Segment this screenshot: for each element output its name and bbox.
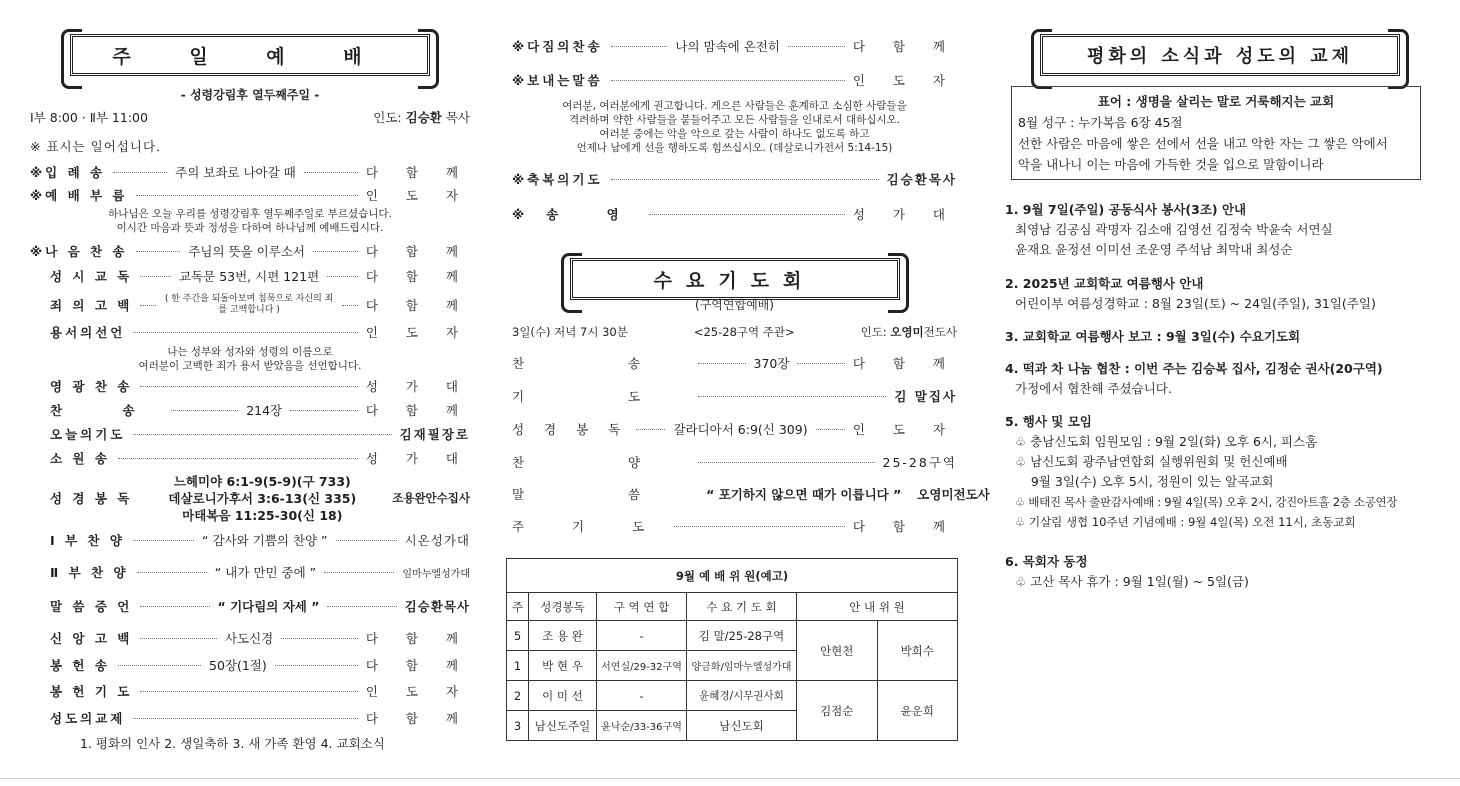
service-times-row xyxy=(30,107,470,127)
wednesday-prayer-banner: 수요기도회 xyxy=(570,258,900,300)
sending-text: 여러분, 여러분에게 권고합니다. 게으른 사람들은 훈계하고 소심한 사람들을 격려하며 약한 사람들을 붙들어주고 모든 사람들을 인내로서 대하십시오. 여러분 중에는 악을 악으로 갚는 사람이 하나도 없도록 하고 언제나 남에게 선을 행하도록 힘쓰십시오. (데살로니가전서 5:14-15) xyxy=(562,100,907,154)
motto-box: 표어 : 생명을 살리는 말로 거룩해지는 교회 8월 성구 : 누가복음 6장 45절 선한 사람은 마음에 쌓은 선에서 선을 내고 악한 자는 그 쌓은 악에서 악을 내나니 이는 마음에 가득한 것을 입으로 말함이니라 xyxy=(1011,86,1421,180)
scripture-reading: 성 경 봉 독 느헤미야 6:1-9(5-9)(구 733) 데살로니가후서 3:6-13(신 335) 마태복음 11:25-30(신 18) 조용완안수집사 xyxy=(50,473,470,523)
order-item: 성 시 교 독 교독문 53번, 시편 121편 다 함 께 xyxy=(50,269,471,284)
news-item: 5. 행사 및 모임 ♧ 충남신도회 임원모임 : 9월 2일(화) 오후 6시, 피스홈 ♧ 남신도회 광주남연합회 실행위원회 및 헌신예배 9월 3일(수) 오후 5시, 정원이 있는 알곡교회 ♧ 배태진 목사 출판감사예배 : 9월 4일(목) 오후 2시, 강진아트홀 2층 소공연장 ♧ 기살림 생협 10주년 기념예배 : 9월 4일(목) 오전 11시, 초동교회 xyxy=(1005,414,1398,529)
order-item: 주 기 도 다 함 께 xyxy=(512,519,957,534)
order-item: ※축복의기도 김승환목사 xyxy=(512,172,957,187)
service-times: Ⅰ부 8:00 · Ⅱ부 11:00 xyxy=(30,110,148,125)
sunday-worship-banner: 주 일 예 배 xyxy=(70,34,430,76)
order-item: ※다짐의찬송 나의 맘속에 온전히 다 함 께 xyxy=(512,39,957,54)
order-item: 말 씀 “ 포기하지 않으면 때가 이릅니다 ” 오영미전도사 xyxy=(512,487,990,502)
news-item: 3. 교회학교 여름행사 보고 : 9월 3일(수) 수요기도회 xyxy=(1005,329,1301,344)
wednesday-info: 3일(수) 저녁 7시 30분 <25-28구역 주관> 인도: 오영미 전도사 xyxy=(512,325,957,339)
order-item: 영 광 찬 송 성 가 대 xyxy=(50,379,470,394)
order-item: Ⅱ 부 찬 양 “ 내가 만민 중에 ” 임마누엘성가대 xyxy=(50,565,470,580)
subtitle: - 성령강림후 열두째주일 - xyxy=(180,88,320,102)
order-item: 용서의선언 인 도 자 xyxy=(50,325,470,340)
call-text: 하나님은 오늘 우리를 성령강림후 열두째주일로 부르셨습니다. 이시간 마음과 뜻과 정성을 다하여 하나님께 예배드립시다. xyxy=(108,208,392,234)
leader-title: 목사 xyxy=(445,110,470,125)
news-item: 2. 2025년 교회학교 여름행사 안내 어린이부 여름성경학교 : 8월 23일(토) ~ 24일(주일), 31일(주일) xyxy=(1005,276,1376,311)
order-item: 찬 양 25-28구역 xyxy=(512,455,957,470)
leader-name: 김승환 xyxy=(405,110,442,125)
order-item: 말 씀 증 언 “ 기다림의 자세 ” 김승환목사 xyxy=(50,599,470,614)
fellowship-text: 1. 평화의 인사 2. 생일축하 3. 새 가족 환영 4. 교회소식 xyxy=(80,736,385,751)
news-item: 6. 목회자 동정 ♧ 고산 목사 휴가 : 9월 1일(월) ~ 5일(금) xyxy=(1005,554,1249,589)
wednesday-subtitle: (구역연합예배) xyxy=(695,298,774,312)
order-item: 오늘의기도 김재필장로 xyxy=(50,427,470,442)
order-item: ※입 례 송 주의 보좌로 나아갈 때 다 함 께 xyxy=(30,165,471,180)
order-item: Ⅰ 부 찬 양 “ 감사와 기쁨의 찬양 ” 시온성가대 xyxy=(50,533,470,548)
order-item: 봉 헌 기 도 인 도 자 xyxy=(50,684,470,699)
pardon-text: 나는 성부와 성자와 성령의 이름으로 여러분이 고백한 죄가 용서 받았음을 선언합니다. xyxy=(138,346,362,372)
sunday-worship-column xyxy=(30,0,471,751)
order-item: 찬 송 370장 다 함 께 xyxy=(512,356,957,371)
leader-prefix: 인도: xyxy=(373,110,402,125)
news-item: 4. 떡과 차 나눔 협찬 : 이번 주는 김승복 집사, 김정순 권사(20구역) 가정에서 협찬해 주셨습니다. xyxy=(1005,361,1383,396)
order-item: 봉 헌 송 50장(1절) 다 함 께 xyxy=(50,658,471,673)
stand-note: ※ 표시는 일어섭니다. xyxy=(30,139,161,154)
order-item: ※예 배 부 름 인 도 자 xyxy=(30,188,470,203)
order-item: 소 원 송 성 가 대 xyxy=(50,451,470,466)
page-edge xyxy=(0,778,1460,779)
news-column xyxy=(1005,0,1435,589)
closing-and-wednesday-column xyxy=(511,0,990,733)
order-item: 성도의교제 다 함 께 xyxy=(50,711,470,726)
order-item: 찬 송 214장 다 함 께 xyxy=(50,403,471,418)
order-item: ※보내는말씀 인 도 자 xyxy=(512,73,957,88)
order-item: ※송 영 성 가 대 xyxy=(512,207,957,222)
order-item: 죄 의 고 백 ( 한 주간을 되돌아보며 침묵으로 자신의 죄를 고백합니다 ) 다 함 께 xyxy=(50,294,471,315)
order-item: 성 경 봉 독 갈라디아서 6:9(신 309) 인 도 자 xyxy=(512,422,957,437)
order-item: ※나 음 찬 송 주님의 뜻을 이루소서 다 함 께 xyxy=(30,244,471,259)
news-item: 1. 9월 7일(주일) 공동식사 봉사(3조) 안내 최영남 김공심 곽명자 김소애 김영선 김정숙 박윤숙 서연실 윤재요 윤정선 이미선 조운영 주석남 최막내 최성순 xyxy=(1005,202,1333,257)
order-item: 신 앙 고 백 사도신경 다 함 께 xyxy=(50,631,471,646)
committee-table: 9월 예 배 위 원(예고) 주 성경봉독 구 역 연 합 수 요 기 도 회 안 내 위 원 5 조 용 완 - 김 말/25-28구역 안현천 박희수 1 박 현 우 서연실/29-32구역 양금화/임마누엘성가대 2 이 미 선 - 윤혜경/시무권사회 김점순 윤운희 3 남신도주일 윤낙순/33-36구역 남신도회 xyxy=(506,558,958,741)
order-item: 기 도 김 말집사 xyxy=(512,389,957,404)
news-banner: 평화의 소식과 성도의 교제 xyxy=(1040,34,1400,76)
